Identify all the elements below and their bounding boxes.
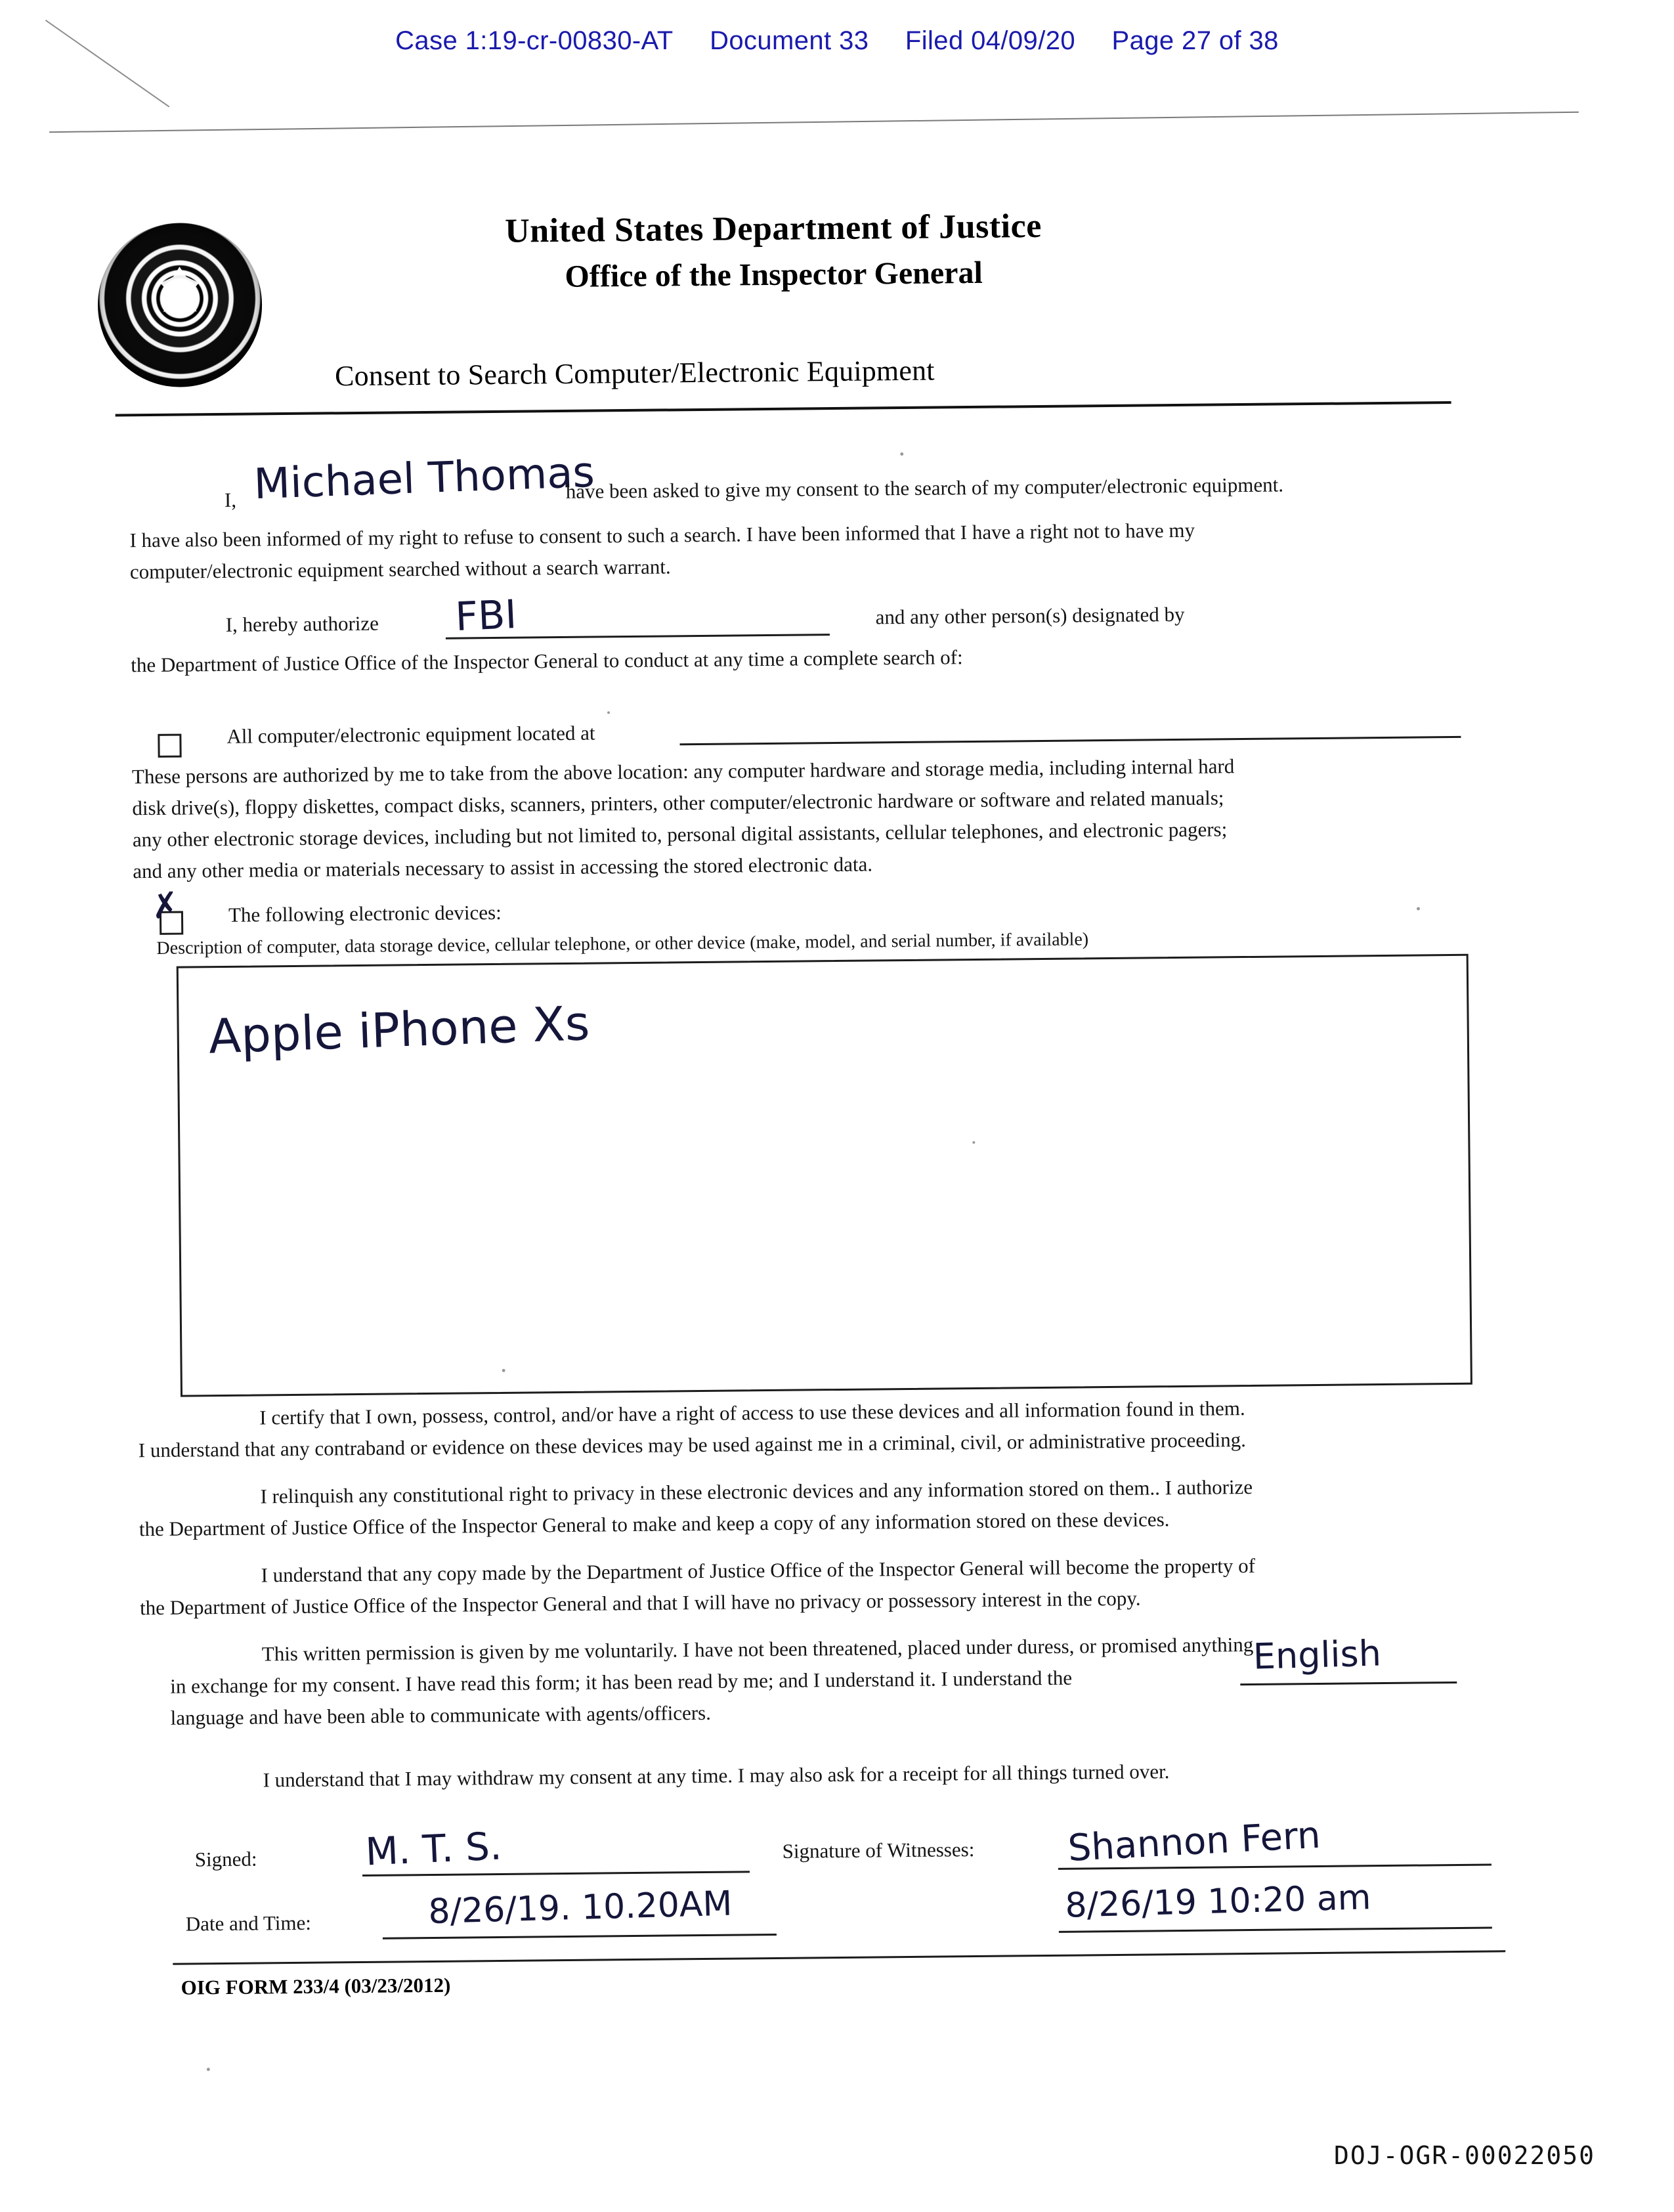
oig-form-number: OIG FORM 233/4 (03/23/2012) (181, 1973, 451, 1999)
agency-title: United States Department of Justice (504, 207, 1042, 250)
language-handwritten: English (1253, 1632, 1382, 1678)
scan-speck (502, 1369, 505, 1372)
witness-date-time-handwritten: 8/26/19 10:20 am (1064, 1878, 1372, 1926)
intro-after-name: have been asked to give my consent to the search of my computer/electronic equipment. (565, 473, 1284, 503)
description-caption: Description of computer, data storage device, cellular telephone, or other device (make, model, and serial number, if available) (156, 929, 1089, 959)
option-1-label: All computer/electronic equipment located at (226, 721, 595, 748)
witness-date-time-input-line[interactable] (1059, 1926, 1492, 1932)
agency-subtitle: Office of the Inspector General (565, 255, 983, 294)
date-time-handwritten: 8/26/19. 10.20AM (427, 1884, 733, 1932)
witness-label: Signature of Witnesses: (782, 1838, 975, 1863)
ecf-case-number: Case 1:19-cr-00830-AT (395, 26, 674, 55)
intro-line-2: I have also been informed of my right to refuse to consent to such a search. I have been informed that I have a right not to have my (129, 518, 1195, 552)
voluntary-line-3: language and have been able to communicate with agents/officers. (170, 1701, 712, 1729)
relinquish-line-1: I relinquish any constitutional right to privacy in these electronic devices and any information stored on them.. I authorize (260, 1475, 1253, 1508)
certify-line-2: I understand that any contraband or evidence on these devices may be used against me in a criminal, civil, or administrative proceeding. (138, 1428, 1247, 1462)
authorize-line-2: the Department of Justice Office of the Inspector General to conduct at any time a complete search of: (131, 645, 963, 677)
intro-prefix: I, (224, 488, 237, 511)
language-input-line[interactable] (1240, 1681, 1457, 1685)
authorized-actions-line-4: and any other media or materials necessary to assist in accessing the stored electronic data. (133, 852, 873, 883)
certify-line-1: I certify that I own, possess, control, and/or have a right of access to use these devices and all information found in them. (259, 1397, 1245, 1429)
signature-handwritten: M. T. S. (364, 1823, 503, 1875)
option-2-label: The following electronic devices: (228, 900, 502, 926)
authorized-actions-line-1: These persons are authorized by me to take from the above location: any computer hardware and storage media, including internal hard (131, 754, 1235, 789)
authorize-suffix: and any other person(s) designated by (875, 602, 1185, 629)
consenter-name-handwritten: Michael Thomas (253, 448, 595, 510)
relinquish-line-2: the Department of Justice Office of the Inspector General to make and keep a copy of any information stored on these devices. (139, 1507, 1170, 1541)
scan-speck (207, 2068, 210, 2071)
intro-line-3: computer/electronic equipment searched without a search warrant. (129, 555, 671, 584)
form-title: Consent to Search Computer/Electronic Equipment (334, 354, 935, 393)
scan-speck (900, 452, 903, 456)
checkbox-all-equipment[interactable] (158, 734, 181, 758)
scan-speck (1417, 907, 1420, 910)
scan-speck (607, 711, 610, 714)
signed-label: Signed: (194, 1847, 257, 1871)
footer-divider (173, 1950, 1505, 1964)
authorize-value-handwritten: FBI (454, 592, 518, 641)
ecf-filed-date: Filed 04/09/20 (905, 26, 1076, 55)
ecf-page-number: Page 27 of 38 (1111, 26, 1279, 55)
copy-line-1: I understand that any copy made by the Department of Justice Office of the Inspector General will become the property of (261, 1553, 1256, 1587)
option-1-location-input-line[interactable] (679, 736, 1461, 745)
bates-number: DOJ-OGR-00022050 (1333, 2141, 1595, 2170)
device-description-handwritten: Apple iPhone Xs (207, 995, 591, 1064)
authorized-actions-line-2: disk drive(s), floppy diskettes, compact disks, scanners, printers, other computer/electronic hardware or software and related manuals; (132, 786, 1224, 820)
scan-speck (972, 1141, 975, 1144)
authorized-actions-line-3: any other electronic storage devices, including but not limited to, personal digital assistants, cellular telephones, and electronic pagers; (132, 817, 1228, 852)
voluntary-line-2: in exchange for my consent. I have read this form; it has been read by me; and I understand it. I understand the (170, 1666, 1073, 1698)
ecf-document-number: Document 33 (710, 26, 869, 55)
copy-line-2: the Department of Justice Office of the Inspector General and that I will have no privacy or possessory interest in the copy. (139, 1586, 1141, 1620)
authorize-prefix: I, hereby authorize (225, 611, 379, 636)
date-time-input-line[interactable] (383, 1934, 777, 1940)
title-divider (116, 401, 1451, 417)
voluntary-line-1: This written permission is given by me voluntarily. I have not been threatened, placed under duress, or promised anything (261, 1632, 1254, 1666)
checkmark-icon: ✗ (148, 884, 182, 928)
witness-signature-handwritten: Shannon Fern (1067, 1813, 1322, 1871)
withdraw-consent-line: I understand that I may withdraw my consent at any time. I may also ask for a receipt for all things turned over. (263, 1760, 1170, 1792)
date-time-label: Date and Time: (185, 1911, 312, 1936)
